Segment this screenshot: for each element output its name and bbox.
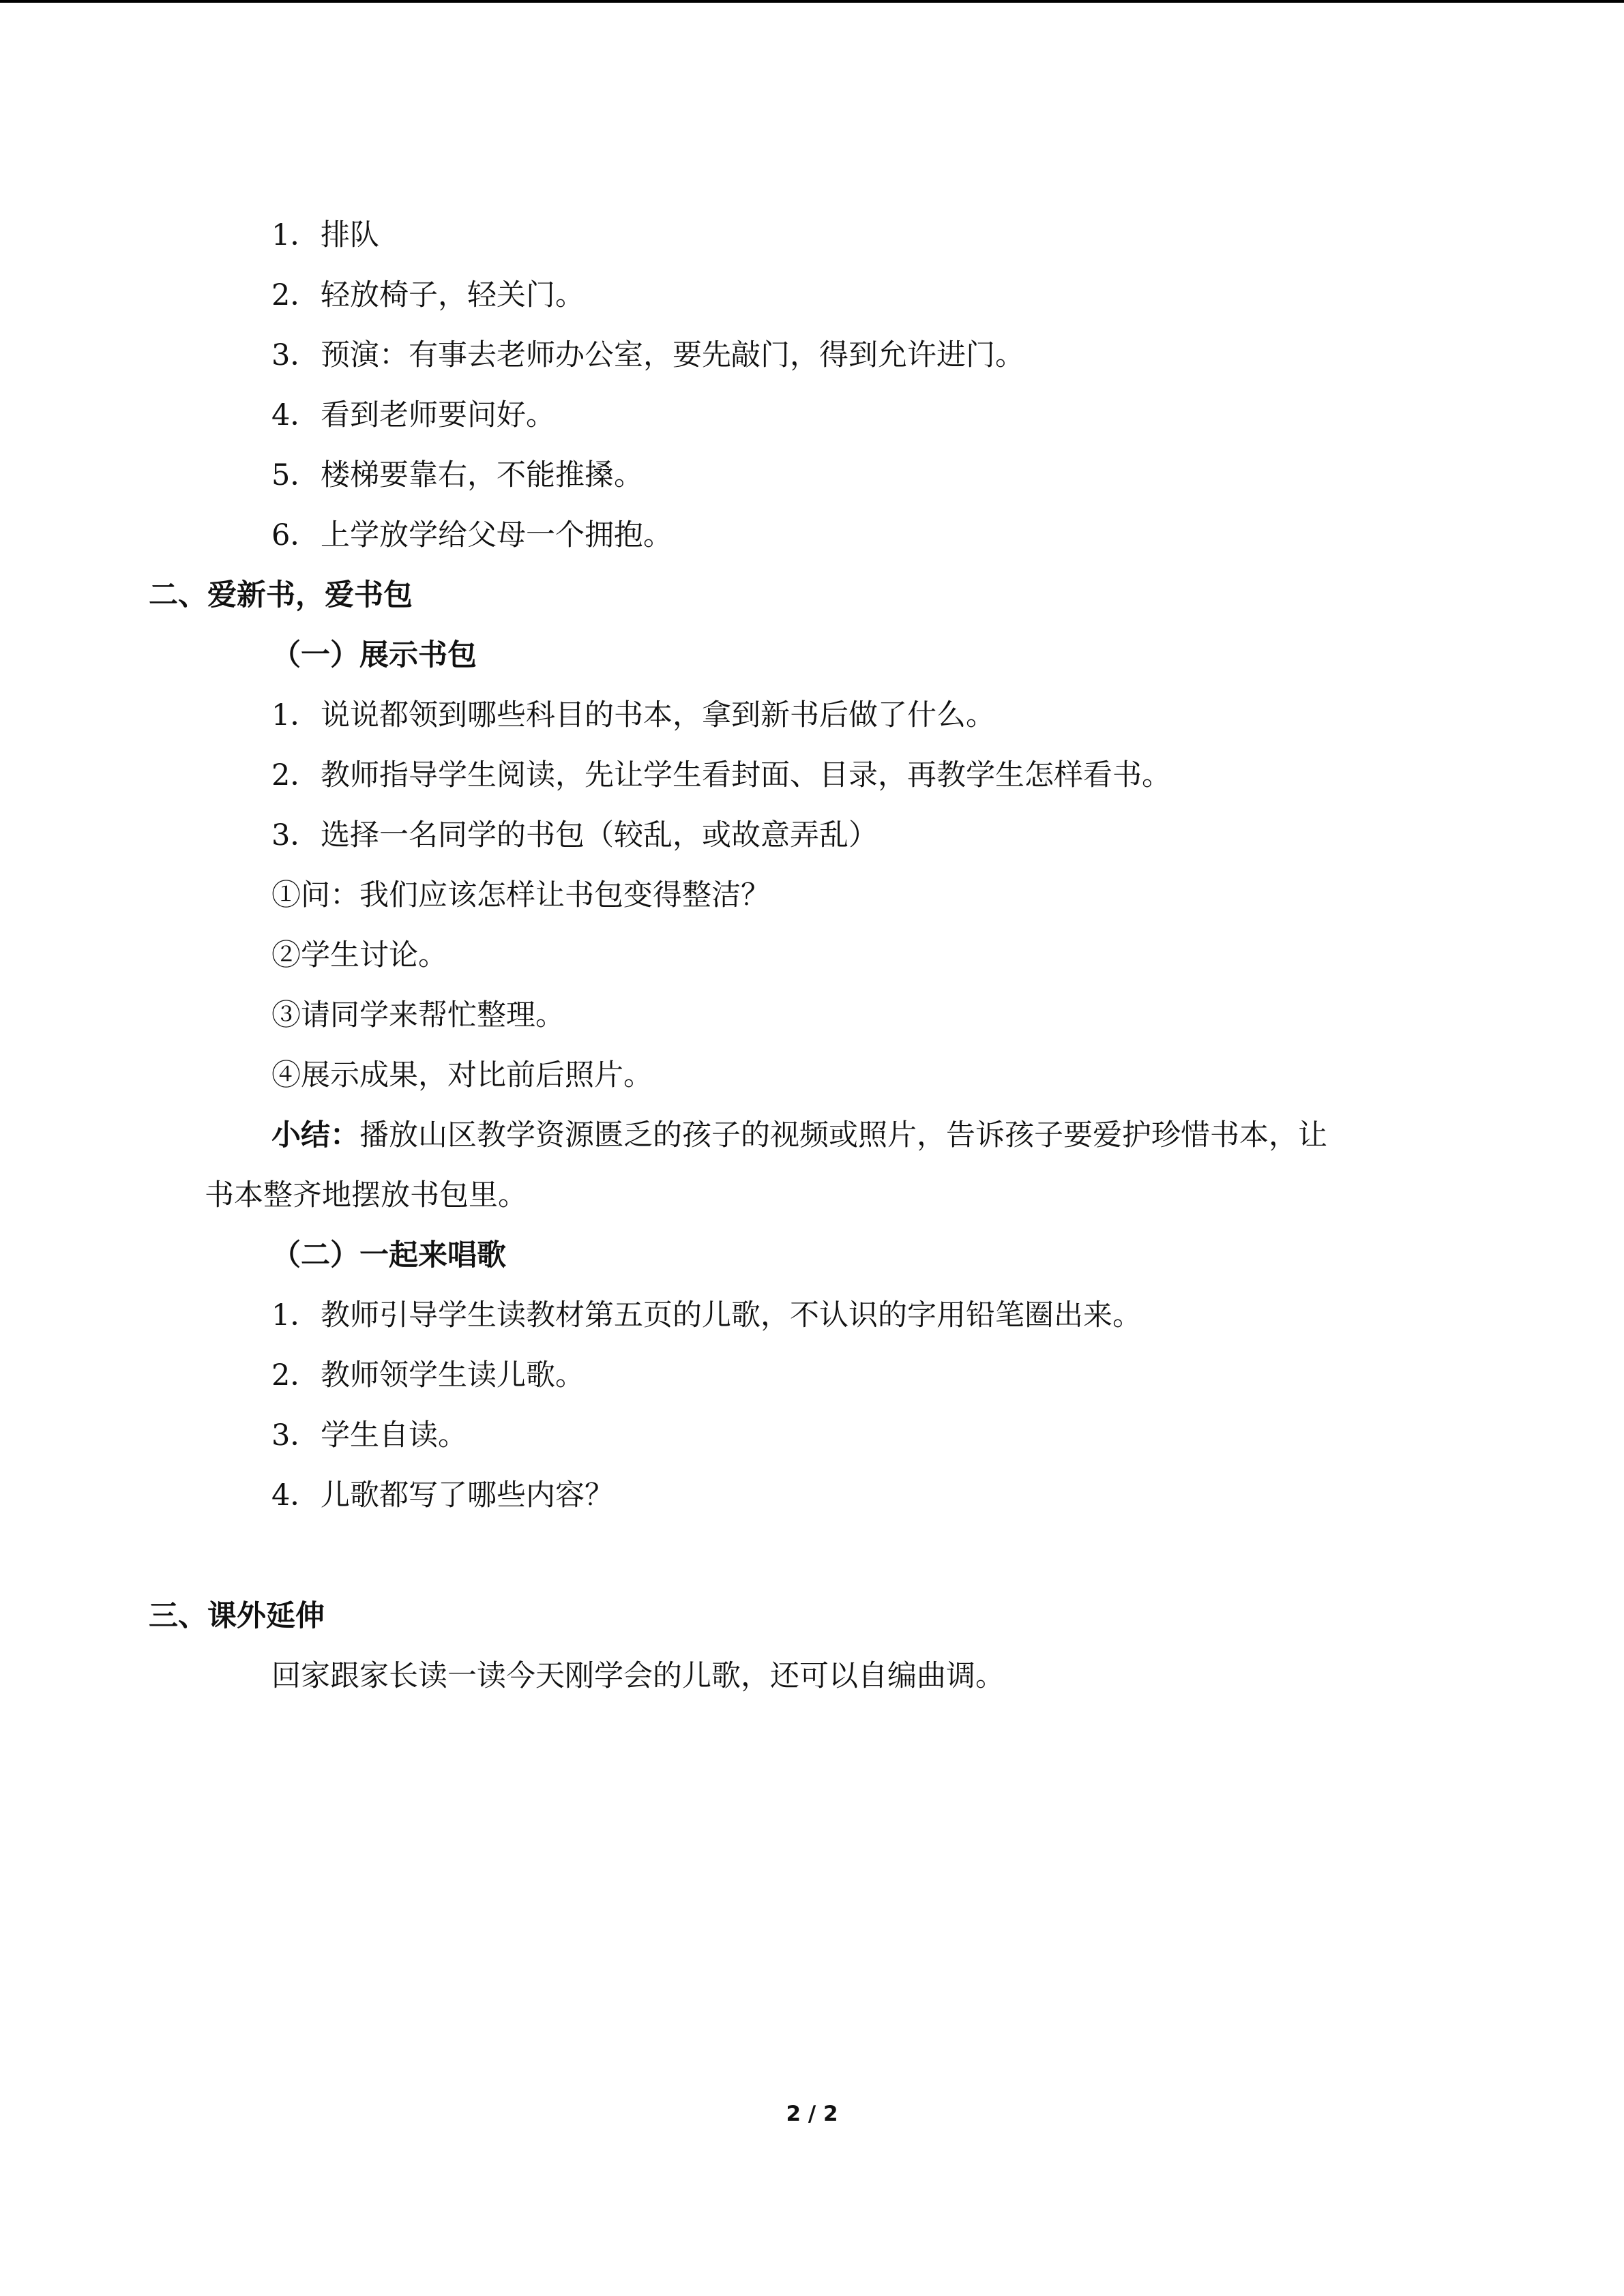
- item-text: 儿歌都写了哪些内容？: [321, 1478, 614, 1512]
- item-text: 排队: [321, 218, 379, 252]
- item-text: 轻放椅子，轻关门。: [321, 278, 585, 312]
- item-text: 看到老师要问好。: [321, 398, 555, 432]
- item-number: 1．: [271, 218, 320, 252]
- list-item: [271, 1415, 467, 1456]
- item-number: 3．: [271, 338, 320, 372]
- item-text: 教师指导学生阅读，先让学生看封面、目录，再教学生怎样看书。: [321, 758, 1171, 792]
- list-item: [271, 1355, 585, 1396]
- list-item: [271, 695, 995, 736]
- list-item: [271, 755, 1171, 796]
- list-item: [271, 275, 585, 316]
- item-text: 上学放学给父母一个拥抱。: [321, 518, 673, 552]
- paragraph: 回家跟家长读一读今天刚学会的儿歌，还可以自编曲调。: [271, 1659, 1005, 1693]
- item-text: 选择一名同学的书包（较乱，或故意弄乱）: [321, 818, 878, 852]
- list-item: [271, 395, 555, 436]
- list-item: [271, 215, 379, 256]
- item-number: 2．: [271, 1358, 320, 1392]
- item-number: 1．: [271, 698, 320, 732]
- circled-step: ①问：我们应该怎样让书包变得整洁？: [271, 878, 770, 912]
- summary-paragraph: [271, 1115, 1327, 1156]
- item-number: 6．: [271, 518, 320, 552]
- list-item: [271, 1295, 1142, 1336]
- item-number: 2．: [271, 758, 320, 792]
- item-text: 教师引导学生读教材第五页的儿歌，不认识的字用铅笔圈出来。: [321, 1298, 1142, 1332]
- item-text: 预演：有事去老师办公室，要先敲门，得到允许进门。: [321, 338, 1024, 372]
- summary-continuation: 书本整齐地摆放书包里。: [205, 1178, 527, 1212]
- summary-label: 小结：: [271, 1118, 359, 1152]
- item-text: 说说都领到哪些科目的书本，拿到新书后做了什么。: [321, 698, 995, 732]
- item-text: 楼梯要靠右，不能推搡。: [321, 458, 643, 492]
- item-number: 3．: [271, 1418, 320, 1452]
- circled-step: ③请同学来帮忙整理。: [271, 998, 565, 1032]
- item-text: 教师领学生读儿歌。: [321, 1358, 585, 1392]
- item-text: 学生自读。: [321, 1418, 467, 1452]
- list-item: [271, 1475, 614, 1516]
- item-number: 3．: [271, 818, 320, 852]
- list-item: [271, 515, 673, 556]
- section-heading: 二、爱新书，爱书包: [149, 578, 413, 612]
- list-item: [271, 455, 643, 496]
- page-number: 2 / 2: [786, 2102, 838, 2126]
- summary-text: 播放山区教学资源匮乏的孩子的视频或照片，告诉孩子要爱护珍惜书本，让: [359, 1118, 1327, 1152]
- item-number: 5．: [271, 458, 320, 492]
- list-item: [271, 815, 878, 856]
- item-number: 4．: [271, 398, 320, 432]
- item-number: 4．: [271, 1478, 320, 1512]
- subsection-heading: （一）展示书包: [271, 638, 477, 672]
- item-number: 2．: [271, 278, 320, 312]
- subsection-heading: （二）一起来唱歌: [271, 1238, 506, 1272]
- list-item: [271, 335, 1024, 376]
- item-number: 1．: [271, 1298, 320, 1332]
- circled-step: ④展示成果，对比前后照片。: [271, 1058, 653, 1092]
- page-top-border: [0, 0, 1624, 3]
- section-heading: 三、课外延伸: [149, 1599, 325, 1633]
- circled-step: ②学生讨论。: [271, 938, 447, 972]
